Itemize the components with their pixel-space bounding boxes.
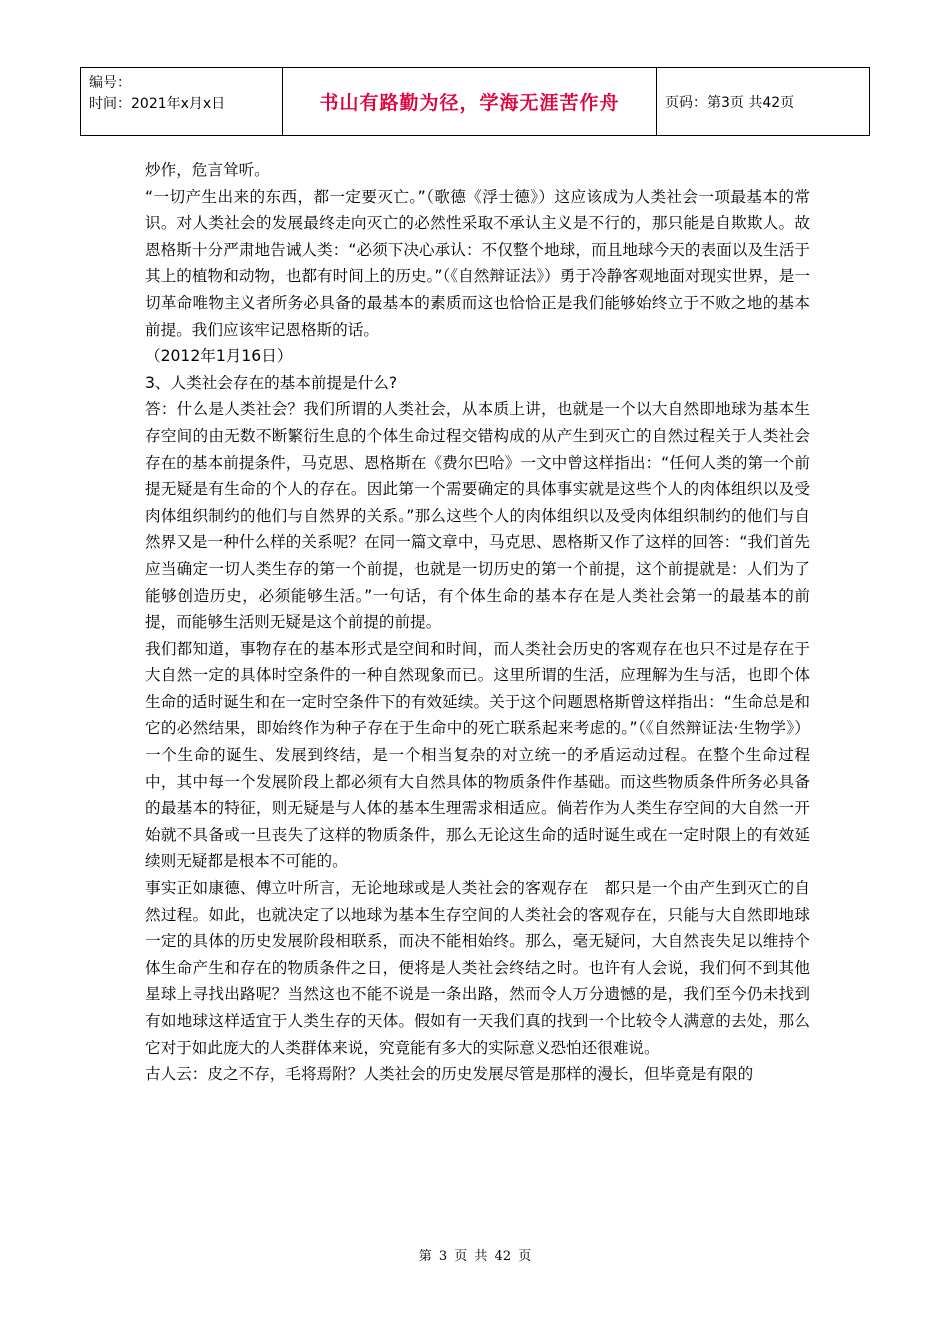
paragraph: 炒作，危言耸听。 bbox=[145, 161, 270, 179]
paragraph: 古人云：皮之不存，毛将焉附？人类社会的历史发展尽管是那样的漫长，但毕竟是有限的 bbox=[145, 1065, 754, 1084]
header-page-code: 页码：第3页 共42页 bbox=[665, 94, 795, 111]
date-note: （2012年1月16日） bbox=[145, 347, 293, 366]
document-body bbox=[145, 157, 810, 1088]
page-header bbox=[80, 67, 870, 136]
paragraph: 答：什么是人类社会？我们所谓的人类社会，从本质上讲，也就是一个以大自然即地球为基本生存空间的由无数不断繁衍生息的个体生命过程交错构成的从产生到灭亡的自然过程关于人类社会存在的基本前提条件，马克思、恩格斯在《费尔巴哈》一文中曾这样指出：“任何人类的第一个前提无疑是有生命的个人的存在。因此第一个需要确定的具体事实就是这些个人的肉体组织以及受肉体组织制约的他们与自然界的关系。”那么这些个人的肉体组织以及受肉体组织制约的他们与自然界又是一种什么样的关系呢？在同一篇文章中，马克思、恩格斯又作了这样的回答：“我们首先应当确定一切人类生存的第一个前提，也就是一切历史的第一个前提，这个前提就是：人们为了能够创造历史，必须能够生活。”一句话，有个体生命的基本存在是人类社会第一的最基本的前提，而能够生活则无疑是这个前提的前提。 bbox=[145, 400, 810, 632]
question-heading: 3、人类社会存在的基本前提是什么? bbox=[145, 373, 398, 392]
page-footer: 第 3 页 共 42 页 bbox=[418, 1249, 532, 1264]
header-motto: 书山有路勤为径，学海无涯苦作舟 bbox=[283, 68, 657, 135]
paragraph: “一切产生出来的东西，都一定要灭亡。”（歌德《浮士德》）这应该成为人类社会一项最基本的常识。对人类社会的发展最终走向灭亡的必然性采取不承认主义是不行的，那只能是自欺欺人。故恩格斯十分严肃地告诫人类：“必须下决心承认：不仅整个地球，而且地球今天的表面以及生活于其上的植物和动物，也都有时间上的历史。”（《自然辩证法》）勇于冷静客观地面对现实世界，是一切革命唯物主义者所务必具备的最基本的素质而这也恰恰正是我们能够始终立于不败之地的基本前提。我们应该牢记恩格斯的话。 bbox=[145, 187, 810, 339]
document-number-label: 编号： bbox=[89, 75, 131, 91]
header-meta bbox=[81, 68, 283, 135]
paragraph: 我们都知道，事物存在的基本形式是空间和时间，而人类社会历史的客观存在也只不过是存在于大自然一定的具体时空条件的一种自然现象而已。这里所谓的生活，应理解为生与活，也即个体生命的适时诞生和在一定时空条件下的有效延续。关于这个问题恩格斯曾这样指出：“生命总是和它的必然结果，即始终作为种子存在于生命中的死亡联系起来考虑的。”（《自然辩证法·生物学》）一个生命的诞生、发展到终结，是一个相当复杂的对立统一的矛盾运动过程。在整个生命过程中，其中每一个发展阶段上都必须有大自然具体的物质条件作基础。而这些物质条件所务必具备的最基本的特征，则无疑是与人体的基本生理需求相适应。倘若作为人类生存空间的大自然一开始就不具备或一旦丧失了这样的物质条件，那么无论这生命的适时诞生或在一定时限上的有效延续则无疑都是根本不可能的。 bbox=[145, 639, 810, 871]
paragraph: 事实正如康德、傅立叶所言，无论地球或是人类社会的客观存在 都只是一个由产生到灭亡的自然过程。如此，也就决定了以地球为基本生存空间的人类社会的客观存在，只能与大自然即地球一定的具体的历史发展阶段相联系，而决不能相始终。那么，毫无疑问，大自然丧失足以维持个体生命产生和存在的物质条件之日，便将是人类社会终结之时。也许有人会说，我们何不到其他星球上寻找出路呢？当然这也不能不说是一条出路，然而令人万分遗憾的是，我们至今仍未找到有如地球这样适宜于人类生存的天体。假如有一天我们真的找到一个比较令人满意的去处，那么它对于如此庞大的人类群体来说，究竟能有多大的实际意义恐怕还很难说。 bbox=[145, 879, 810, 1057]
document-time-label: 时间：2021年x月x日 bbox=[89, 96, 226, 112]
